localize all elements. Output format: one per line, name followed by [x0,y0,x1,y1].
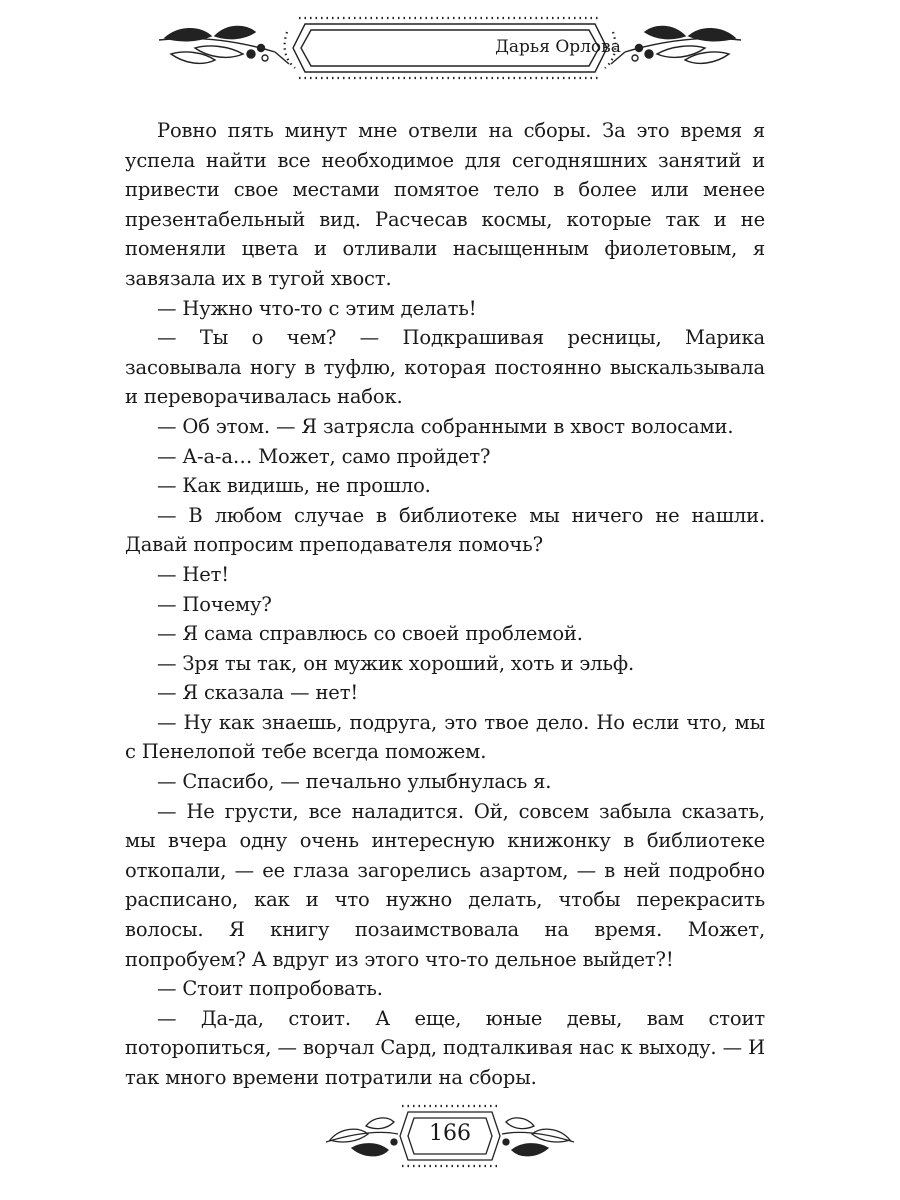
right-leaf [689,29,735,41]
footer-right-leaf [512,1144,548,1156]
paragraph: — Нет! [157,562,229,586]
left-berry [258,45,265,52]
footer-right-berry [503,1139,509,1145]
running-header [155,14,745,82]
paragraph: — Да-да, стоит. А еще, юные девы, вам стоит поторопиться, — ворчал Сард, подталкивая нас к выходу. — И так много времени потратили на сборы. [125,1006,765,1089]
paragraph: — Как видишь, не прошло. [157,474,431,498]
paragraph: — Стоит попробовать. [157,977,383,1001]
footer-left-berry [391,1139,397,1145]
right-leaf [685,52,729,63]
paragraph: — Ну как знаешь, подруга, это твое дело. Но если что, мы с Пенелопой тебе всегда поможем. [125,710,765,764]
left-leaf [165,29,211,41]
left-berry [247,50,255,58]
left-leaf [195,46,243,57]
footer-left-leaf [366,1118,394,1129]
paragraph: — Я сама справлюсь со своей проблемой. [157,622,583,646]
page-body [125,116,765,1093]
left-leaf [171,52,215,63]
paragraph: — Я сказала — нет! [157,681,359,705]
footer-right-leaf [506,1118,534,1129]
paragraph: — Об этом. — Я затрясла собранными в хвост волосами. [157,414,734,438]
paragraph: — Не грусти, все наладится. Ой, совсем забыла сказать, мы вчера одну очень интересную книжонку в библиотеке откопали, — ее глаза загорелись азартом, — в ней подробно расписано, как и что нужно делать, чтобы перекрасить волосы. Я книгу позаимствовала на время. Может, попробуем? А вдруг из этого что-то дельное выйдет?! [125,799,765,971]
paragraph: — В любом случае в библиотеке мы ничего не нашли. Давай попросим преподавателя помочь? [125,503,765,557]
paragraph: — Зря ты так, он мужик хороший, хоть и эльф. [157,651,635,675]
paragraph: Ровно пять минут мне отвели на сборы. За это время я успела найти все необходимое для сегодняшних занятий и привести свое местами помятое тело в более или менее презентабельный вид. Расчесав космы, которые так и не поменяли цвета и отливали насыщенным фиолетовым, я завязала их в тугой хвост. [125,119,765,290]
paragraph: — Почему? [157,592,272,616]
left-berry [262,55,268,61]
author-name: Дарья Орлова [495,37,621,57]
page-footer [322,1100,578,1170]
paragraph: — Нужно что-то с этим делать! [157,296,477,320]
paragraph: — А-а-а… Может, само пройдет? [157,444,491,468]
paragraph: — Спасибо, — печально улыбнулась я. [157,770,552,794]
paragraph: — Ты о чем? — Подкрашивая ресницы, Марика засовывала ногу в туфлю, которая постоянно выскальзывала и переворачивалась набок. [125,326,765,409]
footer-left-leaf [352,1144,388,1156]
left-leaf [215,26,255,38]
page-number: 166 [429,1121,471,1146]
